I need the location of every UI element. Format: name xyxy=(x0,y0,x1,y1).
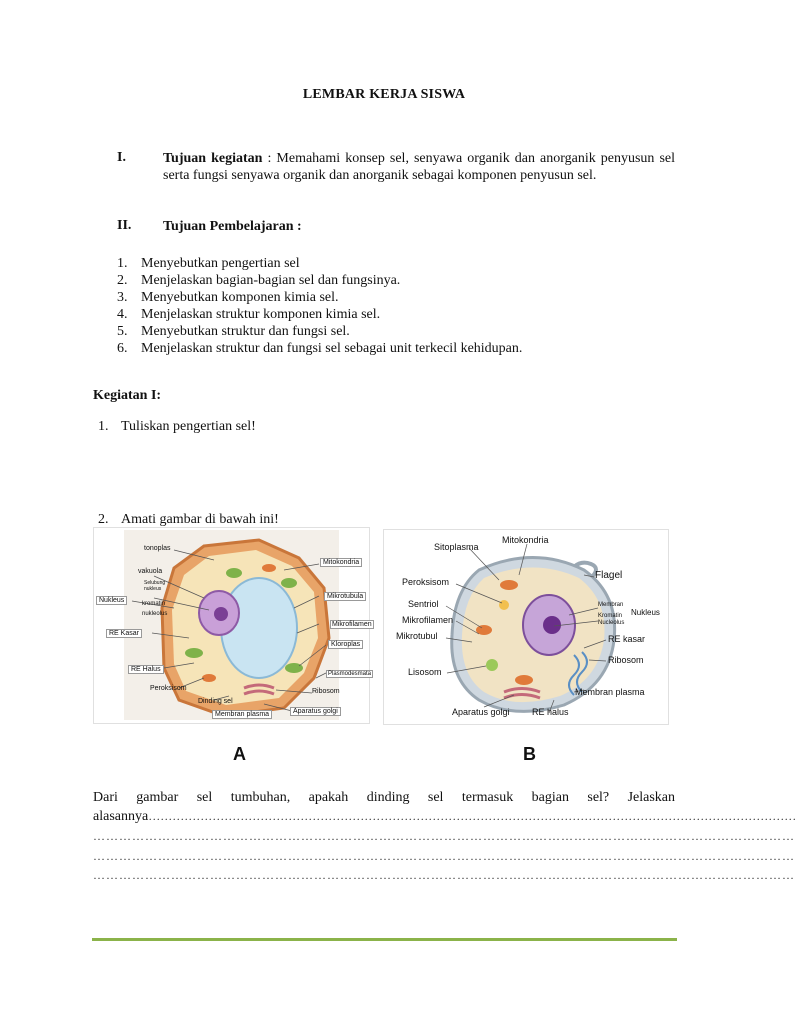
section-1-body xyxy=(163,150,675,184)
label-membran: Membran xyxy=(598,602,624,608)
label-nukleus: Nukleus xyxy=(631,608,660,617)
label-ribosom: Ribosom xyxy=(312,688,340,695)
label-sentriol: Sentriol xyxy=(408,599,439,609)
list-item: 2. Menjelaskan bagian-bagian sel dan fungsinya. xyxy=(117,273,401,288)
list-item: 6. Menjelaskan struktur dan fungsi sel sebagai unit terkecil kehidupan. xyxy=(117,341,523,356)
section-2-label: Tujuan Pembelajaran : xyxy=(163,219,302,234)
footer-rule xyxy=(92,938,677,941)
label-flagel: Flagel xyxy=(595,570,623,581)
label-tonoplas: tonoplas xyxy=(144,545,171,552)
figure-a-letter: A xyxy=(233,744,246,764)
section-1-number: I. xyxy=(117,150,126,165)
label-membran-plasma: Membran plasma xyxy=(575,687,645,697)
label-mikrotubul: Mikrotubul xyxy=(396,631,438,641)
label-aparatus-golgi: Aparatus golgi xyxy=(290,707,341,716)
label-kromatin: Kromatin xyxy=(598,613,623,619)
label-re-kasar: RE Kasar xyxy=(106,629,142,638)
answer-dots: ……………………………………………………………………………………………………………………………………………… xyxy=(148,809,796,823)
label-membran-plasma: Membran plasma xyxy=(212,710,272,719)
label-lisosom: Lisosom xyxy=(408,667,442,677)
label-sitoplasma: Sitoplasma xyxy=(434,542,479,552)
question-1-text: Tuliskan pengertian sel! xyxy=(121,419,256,434)
question-2-number: 2. xyxy=(98,512,109,527)
list-item: 3. Menyebutkan komponen kimia sel. xyxy=(117,290,339,305)
label-aparatus-golgi: Aparatus golgi xyxy=(452,707,510,717)
label-kromatin: kromatin xyxy=(142,601,166,607)
list-item: 1. Menyebutkan pengertian sel xyxy=(117,256,300,271)
label-re-halus: RE Halus xyxy=(128,665,164,674)
section-1-text: : Memahami konsep sel, senyawa organik dan anorganik penyusun sel serta fungsi senyawa organik dan anorganik sebagai komponen penyusun sel. xyxy=(163,151,675,183)
label-vakuola: vakuola xyxy=(138,568,163,575)
question-1-number: 1. xyxy=(98,419,109,434)
label-mikrofilamen: Mikrofilamen xyxy=(402,615,454,625)
label-kloroplas: Kloroplas xyxy=(328,640,363,649)
label-mitokondria: Mitokondria xyxy=(320,558,362,567)
label-dinding-sel: Dinding sel xyxy=(198,698,233,705)
label-mikrotubula: Mikrotubula xyxy=(324,592,366,601)
label-nukleolus: nukleolus xyxy=(142,611,168,617)
label-selubung-nukleus: Selubung nukleus xyxy=(144,580,166,592)
label-mikrofilamen: Mikrofilamen xyxy=(332,621,372,628)
label-nukleus: Nukleus xyxy=(96,596,127,605)
list-item: 5. Menyebutkan struktur dan fungsi sel. xyxy=(117,324,350,339)
section-2-number: II. xyxy=(117,218,132,233)
section-1-label: Tujuan kegiatan xyxy=(163,151,263,166)
label-re-halus: RE halus xyxy=(532,707,569,717)
label-peroksisom: Peroksisom xyxy=(402,577,450,587)
question-text: Dari gambar sel tumbuhan, apakah dinding sel termasuk bagian sel? Jelaskan alasannya……………………………………………………………………………………………………………………………………………… xyxy=(93,790,796,824)
plant-cell-figure xyxy=(93,527,370,724)
label-mitokondria: Mitokondria xyxy=(502,535,549,545)
label-plasmodesmata: Plasmodesmata xyxy=(328,671,372,677)
page-title: LEMBAR KERJA SISWA xyxy=(302,87,466,102)
label-nucleolus: Nucleolus xyxy=(598,620,625,626)
answer-line-4: ……………………………………………………………………………………………………………………………………………… xyxy=(93,868,795,882)
figure-b-letter: B xyxy=(523,744,536,764)
animal-cell-figure xyxy=(383,529,669,725)
answer-line-2: ……………………………………………………………………………………………………………………………………………… xyxy=(93,829,795,843)
label-peroksisom: Peroksisom xyxy=(150,685,187,692)
question-2-text: Amati gambar di bawah ini! xyxy=(121,512,279,527)
activity-heading: Kegiatan I: xyxy=(93,388,162,403)
objectives-list xyxy=(117,255,677,357)
label-re-kasar: RE kasar xyxy=(608,634,646,644)
list-item: 4. Menjelaskan struktur komponen kimia sel. xyxy=(117,307,381,322)
label-ribosom: Ribosom xyxy=(608,655,644,665)
answer-line-3: ……………………………………………………………………………………………………………………………………………… xyxy=(93,849,795,863)
